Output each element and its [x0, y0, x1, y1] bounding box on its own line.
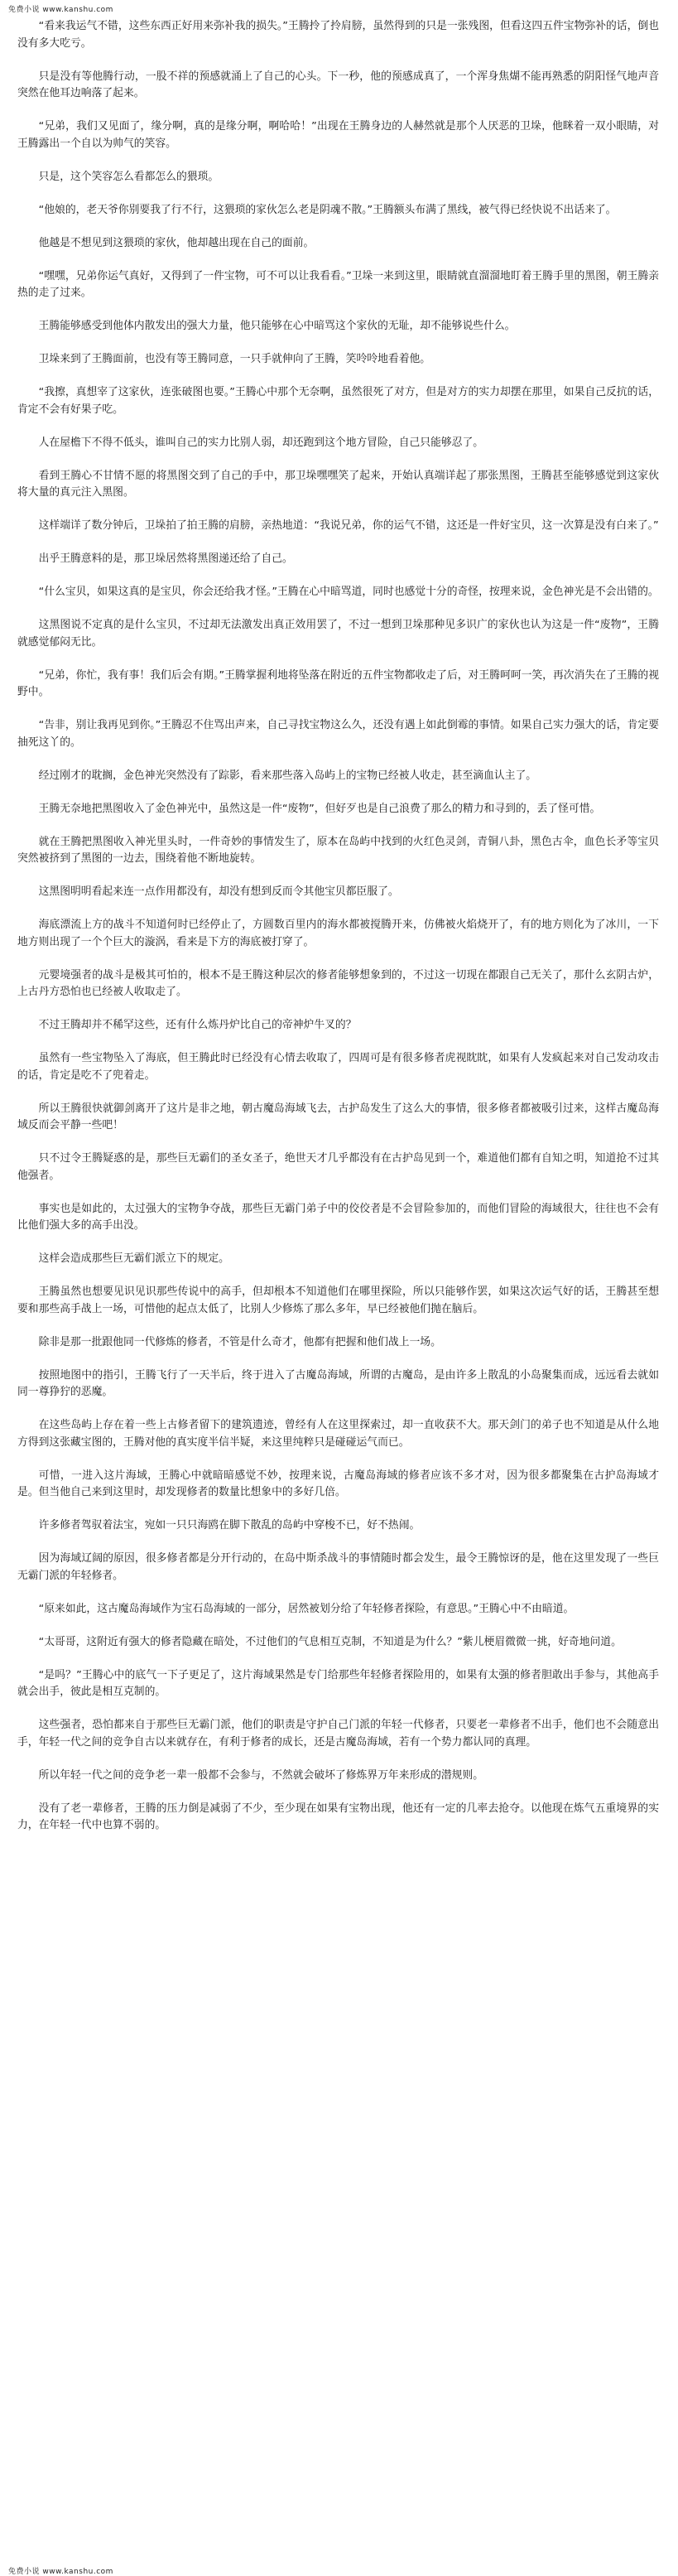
- paragraph: “告非，别让我再见到你。”王腾忍不住骂出声来，自己寻找宝物这么久，还没有遇上如此倒霉的事情。如果自己实力强大的话，肯定要抽死这丫的。: [17, 719, 659, 749]
- paragraph: 王腾能够感受到他体内散发出的强大力量，他只能够在心中暗骂这个家伙的无耻，却不能够说些什么。: [38, 320, 516, 332]
- paragraph: 事实也是如此的，太过强大的宝物争夺战，那些巨无霸门弟子中的佼佼者是不会冒险参加的，而他们冒险的海域很大，往往也不会有比他们强大多的高手出没。: [17, 1202, 659, 1232]
- paragraph: “看来我运气不错，这些东西正好用来弥补我的损失。”王腾拎了拎肩膀，虽然得到的只是一张残图，但看这四五件宝物弥补的话，倒也没有多大吃亏。: [17, 20, 659, 50]
- paragraph: “是吗？”王腾心中的底气一下子更足了，这片海域果然是专门给那些年轻修者探险用的，如果有太强的修者胆敢出手参与，其他高手就会出手，彼此是相互克制的。: [17, 1668, 659, 1698]
- paragraph: “兄弟，我们又见面了，缘分啊，真的是缘分啊，啊哈哈！”出现在王腾身边的人赫然就是那个人厌恶的卫垛，他眯着一双小眼睛，对王腾露出一个自以为帅气的笑容。: [17, 120, 659, 150]
- paragraph: 虽然有一些宝物坠入了海底，但王腾此时已经没有心情去收取了，四周可是有很多修者虎视眈眈，如果有人发疯起来对自己发动攻击的话，肯定是吃不了兜着走。: [17, 1052, 659, 1082]
- paragraph: 人在屋檐下不得不低头，谁叫自己的实力比别人弱，却还跑到这个地方冒险，自己只能够忍了。: [38, 436, 484, 449]
- paragraph: 他越是不想见到这猥琐的家伙，他却越出现在自己的面前。: [38, 236, 315, 249]
- paragraph: 出乎王腾意料的是，那卫垛居然将黑图递还给了自己。: [38, 552, 293, 565]
- paragraph: “原来如此，这古魔岛海域作为宝石岛海域的一部分，居然被划分给了年轻修者探险，有意思。”王腾心中不由暗道。: [38, 1602, 575, 1615]
- paragraph: 所以王腾很快就御剑离开了这片是非之地，朝古魔岛海域飞去，古护岛发生了这么大的事情，很多修者都被吸引过来，这样古魔岛海域反而会平静一些吧！: [17, 1102, 659, 1131]
- paragraph: “他娘的，老天爷你别要我了行不行，这猥琐的家伙怎么老是阴魂不散。”王腾额头布满了黑线，被气得已经快说不出话来了。: [38, 203, 617, 216]
- source-header: 免费小说 www.kanshu.com: [8, 6, 113, 14]
- chapter-text: [17, 18, 659, 2559]
- paragraph: 经过刚才的耽搁，金色神光突然没有了踪影，看来那些落入岛屿上的宝物已经被人收走，甚至滴血认主了。: [38, 769, 537, 782]
- paragraph: 所以年轻一代之间的竞争老一辈一般都不会参与，不然就会破坏了修炼界万年来形成的潜规则。: [38, 1768, 484, 1782]
- paragraph: “嘿嘿，兄弟你运气真好，又得到了一件宝物，可不可以让我看看。”卫垛一来到这里，眼睛就直溜溜地盯着王腾手里的黑图，朝王腾亲热的走了过来。: [17, 269, 659, 299]
- paragraph: 没有了老一辈修者，王腾的压力倒是减弱了不少，至少现在如果有宝物出现，他还有一定的几率去抢夺。以他现在炼气五重境界的实力，在年轻一代中也算不弱的。: [17, 1802, 659, 1831]
- paragraph: 这黑图明明看起来连一点作用都没有，却没有想到反而令其他宝贝都臣服了。: [38, 885, 399, 898]
- paragraph: 只不过令王腾疑惑的是，那些巨无霸们的圣女圣子，绝世天才几乎都没有在古护岛见到一个，难道他们都有自知之明，知道抢不过其他强者。: [17, 1152, 659, 1182]
- paragraph: 就在王腾把黑图收入神光里头时，一件奇妙的事情发生了，原本在岛屿中找到的火红色灵剑，青铜八卦，黑色古伞，血色长矛等宝贝突然被挤到了黑图的一边去，围绕着他不断地旋转。: [17, 835, 659, 865]
- paragraph: “我擦，真想宰了这家伙，连张破图也要。”王腾心中那个无奈啊，虽然很死了对方，但是对方的实力却摆在那里，如果自己反抗的话，肯定不会有好果子吃。: [17, 386, 659, 416]
- paragraph: 这样会造成那些巨无霸们派立下的规定。: [38, 1252, 229, 1265]
- paragraph: “太哥哥，这附近有强大的修者隐藏在暗处，不过他们的气息相互克制，不知道是为什么？”紫儿梗眉微微一挑，好奇地问道。: [38, 1635, 622, 1648]
- paragraph: 在这些岛屿上存在着一些上古修者留下的建筑遗迹，曾经有人在这里探索过，却一直收获不大。那天剑门的弟子也不知道是从什么地方得到这张藏宝图的，王腾对他的真实度半信半疑，来这里纯粹只是碰碰运气而已。: [17, 1419, 659, 1449]
- paragraph: 许多修者驾驭着法宝，宛如一只只海鸥在脚下散乱的岛屿中穿梭不已，好不热闹。: [38, 1519, 421, 1532]
- paragraph: 因为海域辽阔的原因，很多修者都是分开行动的，在岛中斯杀战斗的事情随时都会发生，最令王腾惊讶的是，他在这里发现了一些巨无霸门派的年轻修者。: [17, 1552, 659, 1582]
- source-footer: 免费小说 www.kanshu.com: [8, 2568, 113, 2576]
- paragraph: 这样端详了数分钟后，卫垛拍了拍王腾的肩膀，亲热地道：“我说兄弟，你的运气不错，这还是一件好宝贝，这一次算是没有白来了。”: [38, 519, 659, 532]
- paragraph: 只是，这个笑容怎么看都怎么的猥琐。: [38, 170, 219, 183]
- paragraph: 这黑图说不定真的是什么宝贝，不过却无法激发出真正效用罢了，不过一想到卫垛那种见多识广的家伙也认为这是一件“废物”，王腾就感觉郁闷无比。: [17, 619, 659, 649]
- paragraph: 只是没有等他腾行动，一股不祥的预感就涌上了自己的心头。下一秒，他的预感成真了，一个浑身焦煳不能再熟悉的阴阳怪气地声音突然在他耳边响落了起来。: [17, 70, 659, 99]
- paragraph: 不过王腾却并不稀罕这些，还有什么炼丹炉比自己的帝神炉牛叉的？: [38, 1019, 357, 1031]
- paragraph: 按照地图中的指引，王腾飞行了一天半后，终于进入了古魔岛海域，所谓的古魔岛，是由许多上散乱的小岛聚集而成，远远看去就如同一尊狰狞的恶魔。: [17, 1368, 659, 1398]
- paragraph: 王腾无奈地把黑图收入了金色神光中，虽然这是一件“废物”，但好歹也是自己浪费了那么的精力和寻到的，丢了怪可惜。: [38, 802, 601, 815]
- paragraph: 王腾虽然也想要见识见识那些传说中的高手，但却根本不知道他们在哪里探险，所以只能够作罢，如果这次运气好的话，王腾甚至想要和那些高手战上一场，可惜他的起点太低了，比别人少修炼了那么多年，早已经被他们抛在脑后。: [17, 1286, 659, 1315]
- paragraph: “兄弟，你忙，我有事！我们后会有期。”王腾掌握利地将坠落在附近的五件宝物都收走了后，对王腾呵呵一笑，再次消失在了王腾的视野中。: [17, 668, 659, 698]
- paragraph: 看到王腾心不甘情不愿的将黑图交到了自己的手中，那卫垛嘿嘿笑了起来，开始认真端详起了那张黑图，王腾甚至能够感觉到这家伙将大量的真元注入黑图。: [17, 469, 659, 499]
- paragraph: “什么宝贝，如果这真的是宝贝，你会还给我才怪。”王腾在心中暗骂道，同时也感觉十分的奇怪，按理来说，金色神光是不会出错的。: [38, 586, 659, 598]
- paragraph: 可惜，一进入这片海域，王腾心中就暗暗感觉不妙，按理来说，古魔岛海域的修者应该不多才对，因为很多都聚集在古护岛海域才是。但当他自己来到这里时，却发现修者的数量比想象中的多好几倍。: [17, 1469, 659, 1498]
- paragraph: 这些强者，恐怕都来自于那些巨无霸门派，他们的职责是守护自己门派的年轻一代修者，只要老一辈修者不出手，他们也不会随意出手，年轻一代之间的竞争自古以来就存在，有利于修者的成长，还是古魔岛海域，若有一个势力都认同的真理。: [17, 1719, 659, 1749]
- paragraph: 卫垛来到了王腾面前，也没有等王腾同意，一只手就伸向了王腾，笑呤呤地看着他。: [38, 353, 431, 365]
- paragraph: 除非是那一批跟他同一代修炼的修者，不管是什么奇才，他都有把握和他们战上一场。: [38, 1335, 441, 1348]
- paragraph: 元婴境强者的战斗是极其可怕的，根本不是王腾这种层次的修者能够想象到的，不过这一切现在都跟自己无关了，那什么玄阴古炉，上古丹方恐怕也已经被人收取走了。: [17, 968, 659, 998]
- paragraph: 海底漂流上方的战斗不知道何时已经停止了，方圆数百里内的海水都被搅腾开来，仿佛被火焰烧开了，有的地方则化为了冰川，一下地方则出现了一个个巨大的漩涡，看来是下方的海底被打穿了。: [17, 919, 659, 948]
